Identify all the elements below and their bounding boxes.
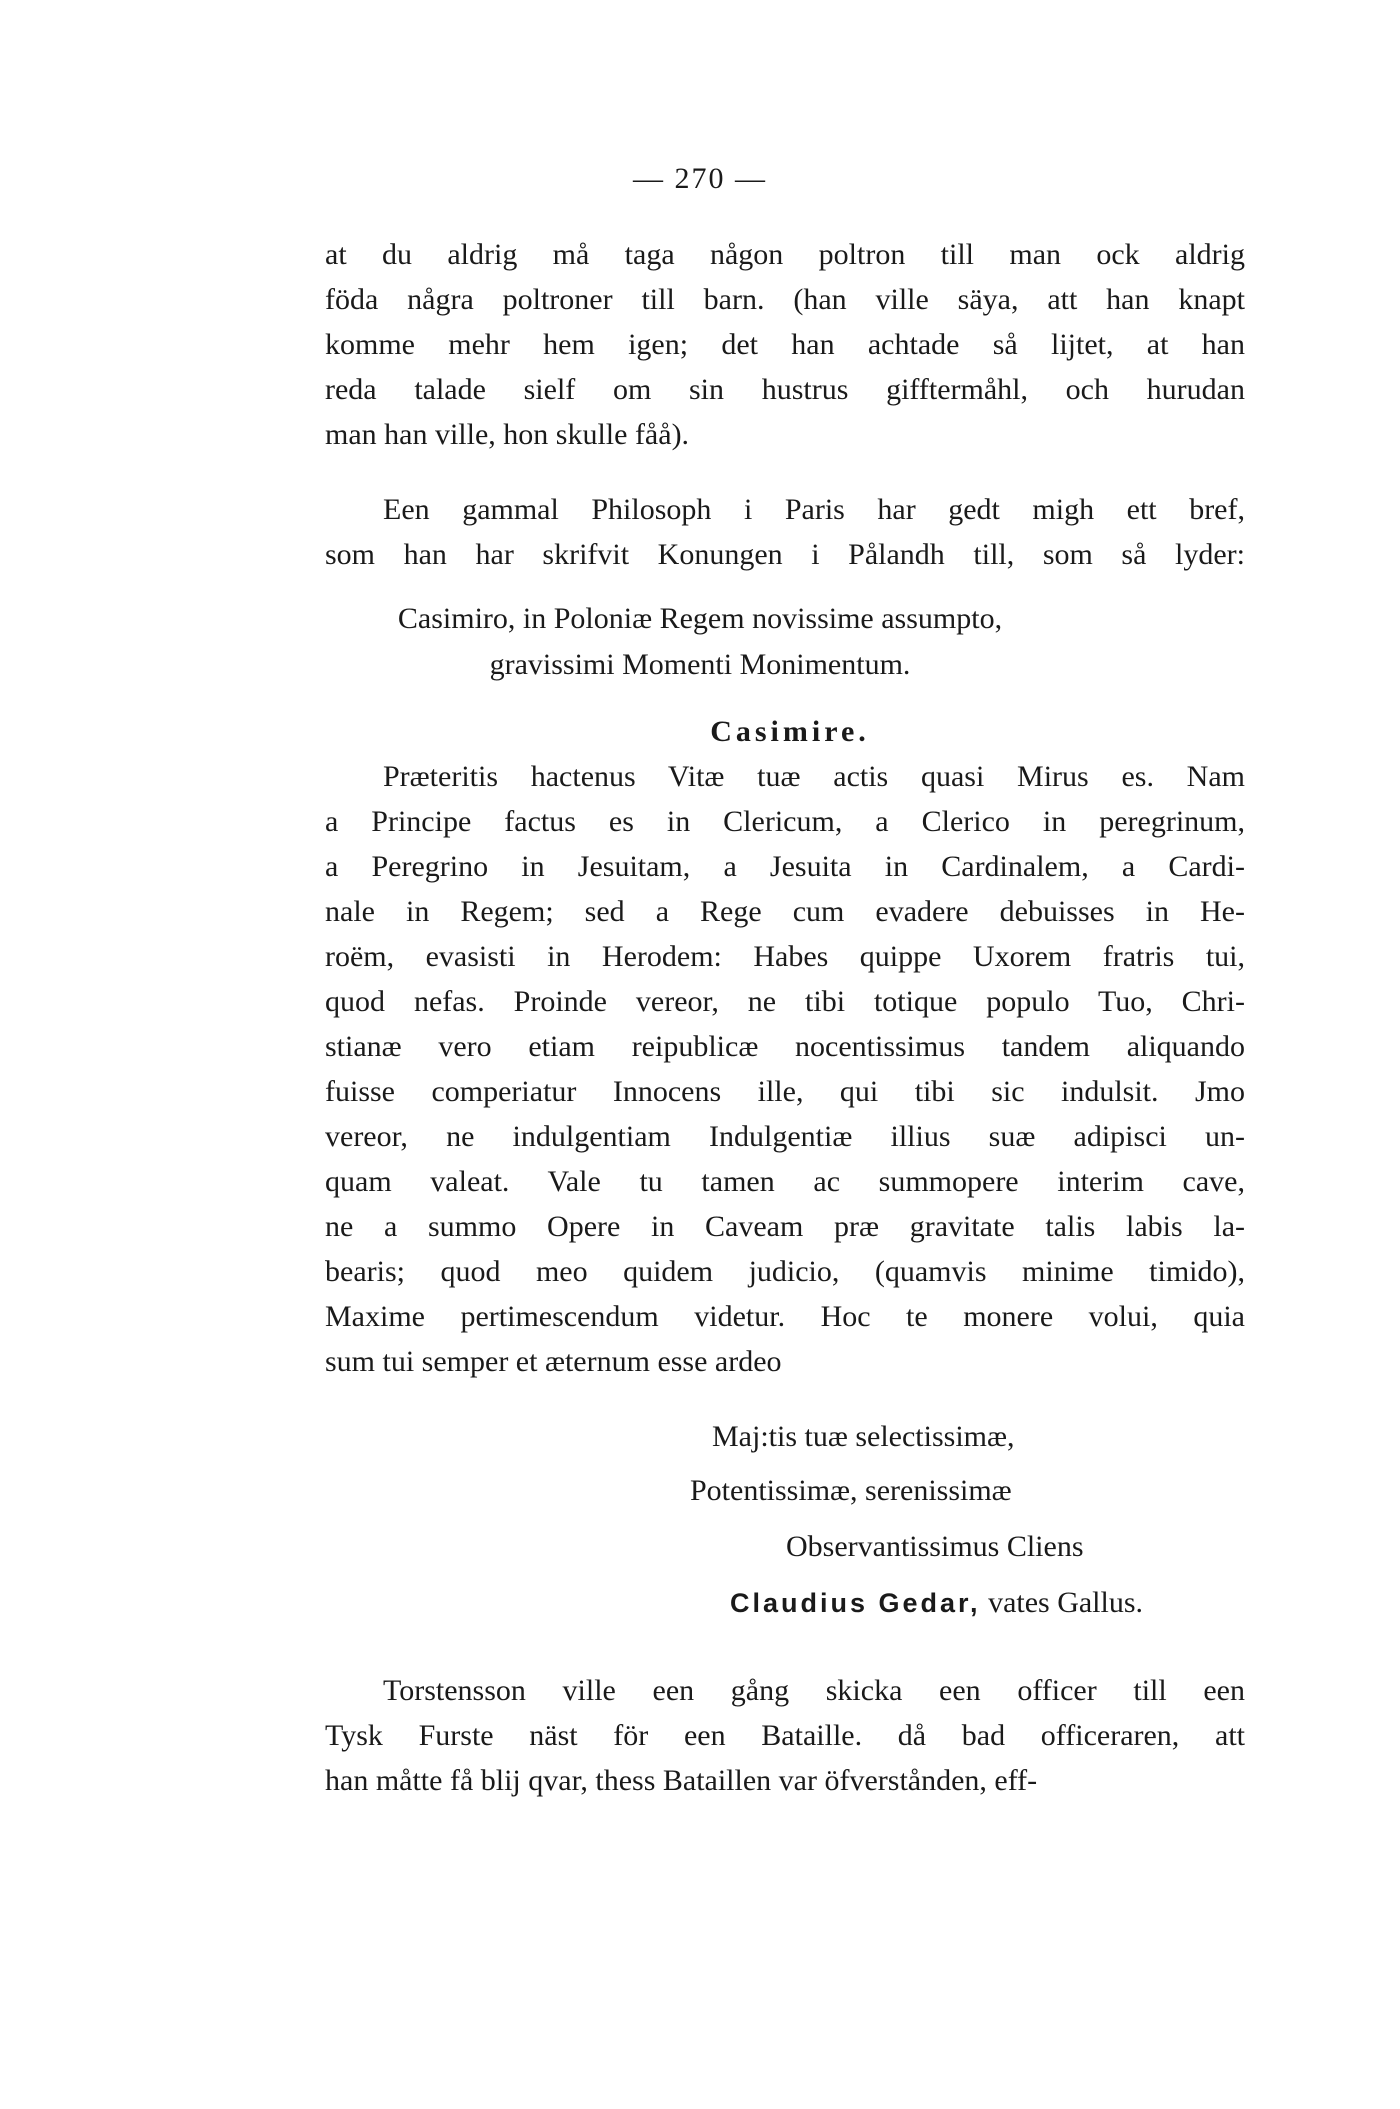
text-line: at du aldrig må taga någon poltron till man ock aldrig — [325, 238, 1245, 271]
text-line: quam valeat. Vale tu tamen ac summopere interim cave, — [325, 1165, 1245, 1198]
text-line: ne a summo Opere in Caveam præ gravitate talis labis la- — [325, 1210, 1245, 1243]
page-number: — 270 — — [633, 162, 767, 195]
text-line: han måtte få blij qvar, thess Bataillen var öfverstånden, eff- — [325, 1764, 1038, 1797]
paragraph-torstensson — [325, 1668, 1245, 1803]
text-line: Een gammal Philosoph i Paris har gedt migh ett bref, — [383, 493, 1245, 526]
letter-salutation: Casimire. — [710, 715, 870, 748]
closing-line-3: Observantissimus Cliens — [786, 1530, 1084, 1563]
text-line: komme mehr hem igen; det han achtade så lijtet, at han — [325, 328, 1245, 361]
paragraph-continuation — [325, 232, 1245, 457]
text-line: fuisse comperiatur Innocens ille, qui tibi sic indulsit. Jmo — [325, 1075, 1245, 1108]
paragraph-philosoph — [325, 487, 1245, 577]
text-line: bearis; quod meo quidem judicio, (quamvis minime timido), — [325, 1255, 1245, 1288]
signature-name: Claudius Gedar, — [730, 1588, 981, 1618]
letter-title-line-1: Casimiro, in Poloniæ Regem novissime assumpto, — [397, 602, 1003, 635]
text-line: vereor, ne indulgentiam Indulgentiæ illius suæ adipisci un- — [325, 1120, 1245, 1153]
text-line: föda några poltroner till barn. (han ville säya, att han knapt — [325, 283, 1245, 316]
signature — [730, 1586, 1143, 1620]
text-line: sum tui semper et æternum esse ardeo — [325, 1345, 782, 1378]
text-line: a Principe factus es in Clericum, a Clerico in peregrinum, — [325, 805, 1245, 838]
text-line: Torstensson ville een gång skicka een officer till een — [383, 1674, 1245, 1707]
text-line: a Peregrino in Jesuitam, a Jesuita in Cardinalem, a Cardi- — [325, 850, 1245, 883]
signature-title: vates Gallus. — [980, 1586, 1144, 1619]
text-line: stianæ vero etiam reipublicæ nocentissimus tandem aliquando — [325, 1030, 1245, 1063]
text-line: man han ville, hon skulle fåå). — [325, 418, 690, 451]
text-line: Præteritis hactenus Vitæ tuæ actis quasi Mirus es. Nam — [383, 760, 1245, 793]
letter-title-line-2: gravissimi Momenti Monimentum. — [489, 648, 911, 681]
closing-line-1: Maj:tis tuæ selectissimæ, — [712, 1420, 1015, 1453]
text-line: nale in Regem; sed a Rege cum evadere debuisses in He- — [325, 895, 1245, 928]
text-line: Tysk Furste näst för een Bataille. då bad officeraren, att — [325, 1719, 1245, 1752]
letter-body — [325, 754, 1245, 1384]
text-line: quod nefas. Proinde vereor, ne tibi totique populo Tuo, Chri- — [325, 985, 1245, 1018]
text-line: reda talade sielf om sin hustrus gifftermåhl, och hurudan — [325, 373, 1245, 406]
text-line: som han har skrifvit Konungen i Pålandh till, som så lyder: — [325, 538, 1245, 571]
text-line: Maxime pertimescendum videtur. Hoc te monere volui, quia — [325, 1300, 1245, 1333]
closing-line-2: Potentissimæ, serenissimæ — [690, 1474, 1012, 1507]
text-line: roëm, evasisti in Herodem: Habes quippe Uxorem fratris tui, — [325, 940, 1245, 973]
